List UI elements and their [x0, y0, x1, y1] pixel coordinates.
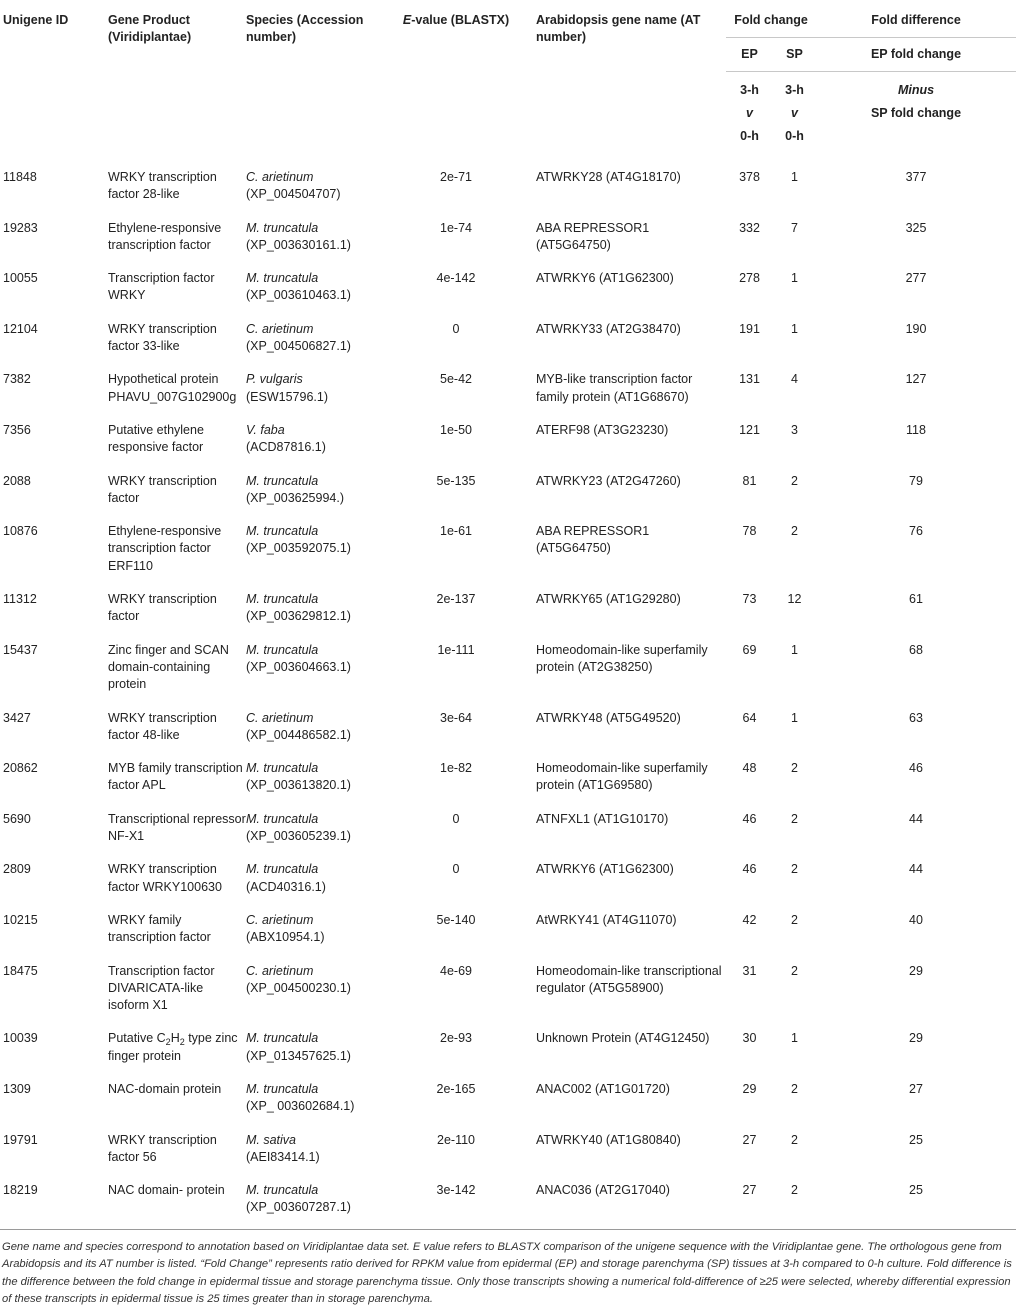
ep-fold-cell: 46: [742, 862, 757, 877]
header-species: Species (Accession number): [246, 13, 364, 44]
species-cell: [246, 699, 376, 750]
fold-difference-cell: 25: [909, 1132, 923, 1147]
gene-product-part: Putative C: [108, 1031, 166, 1046]
species-name: C. arietinum: [246, 912, 314, 927]
sp-fold-cell: 1: [791, 642, 798, 657]
header-ep-fold-change: EP fold change: [816, 38, 1016, 72]
unigene-id-cell: 19791: [3, 1132, 38, 1147]
species-cell: [246, 411, 376, 462]
accession-number: (XP_003592075.1): [246, 541, 351, 556]
fold-difference-cell: 325: [905, 220, 927, 235]
table-row: [0, 901, 1016, 952]
gene-product-cell: Transcriptional repressor NF-X1: [108, 811, 246, 844]
unigene-id-cell: 3427: [3, 710, 31, 725]
accession-number: (XP_ 003602684.1): [246, 1099, 355, 1114]
fold-difference-cell: 29: [909, 1031, 923, 1046]
species-name: M. truncatula: [246, 271, 319, 286]
fold-difference-cell: 27: [909, 1081, 923, 1096]
species-name: M. truncatula: [246, 220, 319, 235]
evalue-cell: 1e-50: [440, 422, 472, 437]
table-body: [0, 158, 1016, 1229]
gene-product-cell: NAC-domain protein: [108, 1081, 222, 1096]
sp-fold-cell: 1: [791, 170, 798, 184]
species-name: M. sativa: [246, 1132, 297, 1147]
unigene-id-cell: 18475: [3, 963, 38, 978]
table-header: [0, 0, 1016, 158]
gene-product-cell: Zinc finger and SCAN domain-containing protein: [108, 642, 229, 692]
accession-number: (ABX10954.1): [246, 930, 325, 945]
accession-number: (AEI83414.1): [246, 1149, 320, 1164]
gene-product-cell: MYB family transcription factor APL: [108, 761, 243, 793]
gene-product-cell: NAC domain- protein: [108, 1171, 246, 1229]
header-gene-product: Gene Product (Viridiplantae): [108, 13, 192, 44]
evalue-cell: 0: [452, 811, 460, 826]
species-cell: [246, 800, 376, 851]
gene-product-cell: Transcription factor DIVARICATA-like isoform X1: [108, 963, 215, 1013]
arabidopsis-cell: ATWRKY6 (AT1G62300): [536, 271, 674, 286]
accession-number: (XP_004500230.1): [246, 980, 351, 995]
table-row: [0, 699, 1016, 750]
sp-fold-cell: 2: [791, 473, 798, 488]
table-row: [0, 749, 1016, 800]
ep-fold-cell: 30: [742, 1031, 757, 1046]
table-row: [0, 850, 1016, 901]
unigene-id-cell: 5690: [3, 811, 31, 826]
species-name: M. truncatula: [246, 1081, 319, 1096]
accession-number: (XP_003607287.1): [246, 1200, 351, 1215]
evalue-cell: 4e-69: [440, 963, 472, 978]
table-row: [0, 259, 1016, 310]
sp-fold-cell: 2: [791, 963, 798, 978]
gene-product-cell: WRKY transcription factor 33-like: [108, 321, 217, 354]
fold-difference-cell: 63: [909, 710, 923, 725]
gene-product-cell: Ethylene-responsive transcription factor ERF110: [108, 524, 222, 573]
sp-fold-cell: 2: [791, 811, 798, 826]
fold-difference-cell: 25: [816, 1171, 1016, 1229]
gene-product-cell: WRKY transcription factor: [108, 592, 217, 624]
evalue-cell: 4e-142: [436, 271, 476, 286]
unigene-id-cell: 10876: [3, 524, 38, 539]
sp-fold-cell: 7: [791, 220, 798, 235]
unigene-id-cell: 11312: [3, 592, 37, 607]
table-row: [0, 360, 1016, 411]
species-cell: [246, 259, 376, 310]
ep-fold-cell: 31: [742, 963, 757, 978]
species-cell: [246, 580, 376, 631]
ep-fold-cell: 27: [742, 1132, 757, 1147]
evalue-cell: 3e-142: [376, 1171, 536, 1229]
header-evalue: [376, 0, 536, 158]
species-name: M. truncatula: [246, 761, 319, 776]
arabidopsis-cell: ABA REPRESSOR1 (AT5G64750): [536, 220, 650, 252]
species-cell: [246, 1070, 376, 1121]
ep-fold-cell: 278: [739, 271, 760, 286]
species-name: C. arietinum: [246, 963, 314, 978]
ep-fold-cell: 121: [739, 422, 760, 437]
species-cell: [246, 1121, 376, 1172]
header-minus: Minus: [897, 83, 935, 97]
table-row: [0, 1171, 1016, 1229]
arabidopsis-cell: ANAC036 (AT2G17040): [536, 1171, 726, 1229]
unigene-id-cell: 20862: [3, 761, 38, 776]
table-row: [0, 1121, 1016, 1172]
table-row: [0, 1019, 1016, 1070]
arabidopsis-cell: ANAC002 (AT1G01720): [536, 1081, 670, 1096]
evalue-cell: 0: [452, 862, 460, 877]
unigene-id-cell: 2088: [3, 473, 31, 488]
table-footnote: Gene name and species correspond to annotation based on Viridiplantae data set. E value refers to BLASTX comparison of the unigene sequence with the Viridiplantae gene. The orthologous gene from Arabidopsis and its AT number is listed. “Fold Change” represents ratio derived for RPKM value from epidermal (EP) and storage parenchyma (SP) tissues at 3-h compared to 0-h culture. Fold difference is the difference between the fold change in epidermal tissue and storage parenchyma tissue. Only those transcripts showing a numerical fold-difference of ≥25 were selected, whereby differential expression of these transcripts in epidermal tissue is 25 times greater than in storage parenchyma.: [2, 1240, 1012, 1305]
arabidopsis-cell: ATWRKY6 (AT1G62300): [536, 862, 674, 877]
species-name: M. truncatula: [246, 1183, 319, 1198]
species-cell: [246, 631, 376, 699]
unigene-id-cell: 11848: [3, 170, 37, 184]
header-fold-difference: Fold difference: [816, 0, 1016, 38]
evalue-cell: 2e-165: [436, 1081, 476, 1096]
species-name: M. truncatula: [246, 642, 319, 657]
species-name: C. arietinum: [246, 170, 314, 184]
evalue-cell: 1e-74: [440, 220, 472, 235]
accession-number: (XP_004486582.1): [246, 727, 351, 742]
header-ep-timepoints: [726, 72, 773, 159]
sp-time-v: v: [791, 106, 798, 120]
unigene-id-cell: 15437: [3, 642, 38, 657]
header-evalue-italic: E: [402, 13, 412, 27]
unigene-id-cell: 10039: [3, 1031, 38, 1046]
species-cell: [246, 850, 376, 901]
gene-product-part: 2: [179, 1037, 185, 1048]
ep-fold-cell: 27: [726, 1171, 773, 1229]
accession-number: (ACD87816.1): [246, 440, 326, 455]
species-name: M. truncatula: [246, 862, 319, 877]
fold-difference-cell: 79: [909, 473, 923, 488]
ep-time-v: v: [746, 106, 753, 120]
sp-fold-cell: 1: [791, 710, 798, 725]
header-sp: SP: [773, 38, 816, 72]
fold-difference-cell: 44: [909, 862, 923, 877]
sp-fold-cell: 2: [791, 1081, 798, 1096]
arabidopsis-cell: Unknown Protein (AT4G12450): [536, 1031, 710, 1046]
ep-fold-cell: 378: [739, 170, 760, 184]
species-cell: [246, 1171, 376, 1229]
arabidopsis-cell: ATWRKY28 (AT4G18170): [536, 170, 681, 184]
accession-number: (XP_003625994.): [246, 490, 344, 505]
species-name: M. truncatula: [246, 592, 319, 607]
gene-product-cell: WRKY transcription factor 56: [108, 1132, 217, 1164]
species-name: C. arietinum: [246, 321, 314, 336]
fold-difference-cell: 277: [905, 271, 927, 286]
fold-difference-cell: 46: [909, 761, 923, 776]
unigene-id-cell: 7382: [3, 372, 31, 387]
accession-number: (XP_004506827.1): [246, 339, 351, 354]
unigene-id-cell: 12104: [3, 321, 38, 336]
gene-product-cell: Hypothetical protein PHAVU_007G102900g: [108, 372, 237, 404]
ep-fold-cell: 48: [742, 761, 757, 776]
sp-fold-cell: 2: [791, 862, 798, 877]
arabidopsis-cell: ABA REPRESSOR1 (AT5G64750): [536, 524, 650, 556]
unigene-id-cell: 18219: [0, 1171, 108, 1229]
arabidopsis-cell: Homeodomain-like transcriptional regulator (AT5G58900): [536, 963, 722, 995]
gene-product-cell: WRKY family transcription factor: [108, 912, 211, 945]
fold-difference-cell: 190: [905, 321, 927, 336]
gene-product-cell: Transcription factor WRKY: [108, 271, 215, 303]
species-cell: [246, 462, 376, 513]
fold-difference-cell: 118: [906, 422, 926, 437]
unigene-id-cell: 2809: [3, 862, 31, 877]
header-sp-fold-change: SP fold change: [870, 106, 962, 120]
evalue-cell: 2e-93: [440, 1031, 472, 1046]
evalue-cell: 5e-140: [436, 912, 476, 927]
gene-product-cell: Putative ethylene responsive factor: [108, 422, 204, 455]
unigene-id-cell: 10215: [3, 912, 38, 927]
gene-product-part: H: [170, 1031, 180, 1046]
arabidopsis-cell: ATNFXL1 (AT1G10170): [536, 811, 669, 826]
gene-product-cell: [108, 1019, 246, 1070]
table-row: [0, 1070, 1016, 1121]
arabidopsis-cell: ATWRKY40 (AT1G80840): [536, 1132, 681, 1147]
gene-product-part: 2: [165, 1037, 171, 1048]
ep-time-a: 3-h: [740, 83, 759, 97]
ep-fold-cell: 191: [739, 321, 760, 336]
accession-number: (XP_013457625.1): [246, 1048, 351, 1063]
sp-fold-cell: 12: [787, 592, 802, 607]
arabidopsis-cell: ATWRKY65 (AT1G29280): [536, 592, 681, 607]
species-name: M. truncatula: [246, 811, 319, 826]
table-row: [0, 580, 1016, 631]
sp-fold-cell: 2: [791, 524, 798, 539]
fold-difference-cell: 40: [909, 912, 923, 927]
evalue-cell: 3e-64: [440, 710, 472, 725]
species-name: M. truncatula: [246, 473, 319, 488]
table-row: [0, 631, 1016, 699]
accession-number: (XP_004504707): [246, 187, 341, 202]
header-sp-timepoints: [773, 72, 816, 159]
fold-difference-cell: 68: [909, 642, 923, 657]
sp-fold-cell: 2: [791, 1132, 798, 1147]
gene-product-cell: WRKY transcription factor 48-like: [108, 710, 217, 742]
ep-fold-cell: 46: [742, 811, 757, 826]
species-name: M. truncatula: [246, 524, 319, 539]
table-row: [0, 800, 1016, 851]
accession-number: (XP_003629812.1): [246, 609, 351, 624]
species-name: V. faba: [246, 422, 285, 437]
species-cell: [246, 209, 376, 260]
accession-number: (XP_003613820.1): [246, 778, 351, 793]
species-name: P. vulgaris: [246, 372, 303, 387]
accession-number: (XP_003610463.1): [246, 288, 351, 303]
table-row: [0, 310, 1016, 361]
evalue-cell: 5e-135: [436, 473, 476, 488]
sp-time-a: 3-h: [785, 83, 804, 97]
evalue-cell: 5e-42: [440, 372, 472, 387]
unigene-id-cell: 1309: [3, 1081, 31, 1096]
evalue-cell: 2e-137: [436, 592, 476, 607]
species-cell: [246, 512, 376, 580]
sp-fold-cell: 2: [791, 761, 798, 776]
fold-difference-cell: 377: [905, 170, 927, 184]
gene-product-cell: WRKY transcription factor 28-like: [108, 170, 217, 202]
fold-difference-cell: 29: [909, 963, 923, 978]
species-cell: [246, 310, 376, 361]
species-name: M. truncatula: [246, 1031, 319, 1046]
fold-difference-cell: 61: [909, 592, 923, 607]
ep-time-b: 0-h: [740, 129, 759, 143]
table-row: [0, 411, 1016, 462]
ep-fold-cell: 332: [739, 220, 760, 235]
species-cell: [246, 360, 376, 411]
arabidopsis-cell: MYB-like transcription factor family protein (AT1G68670): [536, 372, 693, 404]
fold-difference-cell: 44: [909, 811, 923, 826]
evalue-cell: 0: [452, 321, 460, 336]
arabidopsis-cell: Homeodomain-like superfamily protein (AT2G38250): [536, 642, 708, 674]
sp-fold-cell: 1: [791, 1031, 798, 1046]
ep-fold-cell: 42: [742, 912, 757, 927]
table-row: [0, 158, 1016, 209]
accession-number: (XP_003604663.1): [246, 659, 351, 674]
gene-product-cell: Ethylene-responsive transcription factor: [108, 220, 222, 252]
species-cell: [246, 158, 376, 209]
species-cell: [246, 952, 376, 1020]
ep-fold-cell: 69: [742, 642, 757, 657]
unigene-id-cell: 7356: [3, 422, 31, 437]
sp-fold-cell: 2: [791, 912, 798, 927]
sp-time-b: 0-h: [785, 129, 804, 143]
ep-fold-cell: 131: [739, 372, 760, 387]
gene-product-cell: WRKY transcription factor: [108, 473, 217, 505]
gene-product-part: type zinc finger protein: [108, 1031, 238, 1063]
header-arabidopsis: Arabidopsis gene name (AT number): [536, 13, 701, 44]
ep-fold-cell: 73: [742, 592, 757, 607]
arabidopsis-cell: Homeodomain-like superfamily protein (AT1G69580): [536, 761, 708, 793]
evalue-cell: 1e-111: [437, 642, 475, 657]
table-row: [0, 462, 1016, 513]
evalue-cell: 1e-82: [440, 761, 472, 776]
species-cell: [246, 901, 376, 952]
sp-fold-cell: 2: [773, 1171, 816, 1229]
header-evalue-rest: -value (BLASTX): [411, 13, 510, 27]
accession-number: (ESW15796.1): [246, 389, 328, 404]
arabidopsis-cell: ATERF98 (AT3G23230): [536, 422, 669, 437]
header-minus-sp: [816, 72, 1016, 159]
accession-number: (XP_003605239.1): [246, 829, 351, 844]
arabidopsis-cell: AtWRKY41 (AT4G11070): [536, 912, 677, 927]
table-row: [0, 952, 1016, 1020]
species-name: C. arietinum: [246, 710, 314, 725]
evalue-cell: 2e-110: [437, 1132, 475, 1147]
evalue-cell: 2e-71: [440, 170, 472, 184]
accession-number: (ACD40316.1): [246, 879, 326, 894]
sp-fold-cell: 4: [791, 372, 798, 387]
ep-fold-cell: 29: [742, 1081, 757, 1096]
fold-difference-cell: 127: [905, 372, 927, 387]
table-row: [0, 209, 1016, 260]
fold-difference-cell: 76: [909, 524, 923, 539]
arabidopsis-cell: ATWRKY23 (AT2G47260): [536, 473, 681, 488]
arabidopsis-cell: ATWRKY48 (AT5G49520): [536, 710, 681, 725]
table-row: [0, 512, 1016, 580]
unigene-id-cell: 10055: [3, 271, 38, 286]
unigene-id-cell: 19283: [3, 220, 38, 235]
header-unigene-id: Unigene ID: [3, 13, 69, 27]
species-cell: [246, 1019, 376, 1070]
species-cell: [246, 749, 376, 800]
sp-fold-cell: 3: [791, 422, 798, 437]
header-ep: EP: [726, 38, 773, 72]
ep-fold-cell: 78: [742, 524, 757, 539]
ep-fold-cell: 81: [742, 473, 757, 488]
header-fold-change: Fold change: [726, 0, 816, 38]
accession-number: (XP_003630161.1): [246, 237, 351, 252]
gene-product-cell: WRKY transcription factor WRKY100630: [108, 862, 222, 894]
arabidopsis-cell: ATWRKY33 (AT2G38470): [536, 321, 681, 336]
ep-fold-cell: 64: [742, 710, 757, 725]
sp-fold-cell: 1: [791, 321, 798, 336]
evalue-cell: 1e-61: [440, 524, 472, 539]
sp-fold-cell: 1: [791, 271, 798, 286]
